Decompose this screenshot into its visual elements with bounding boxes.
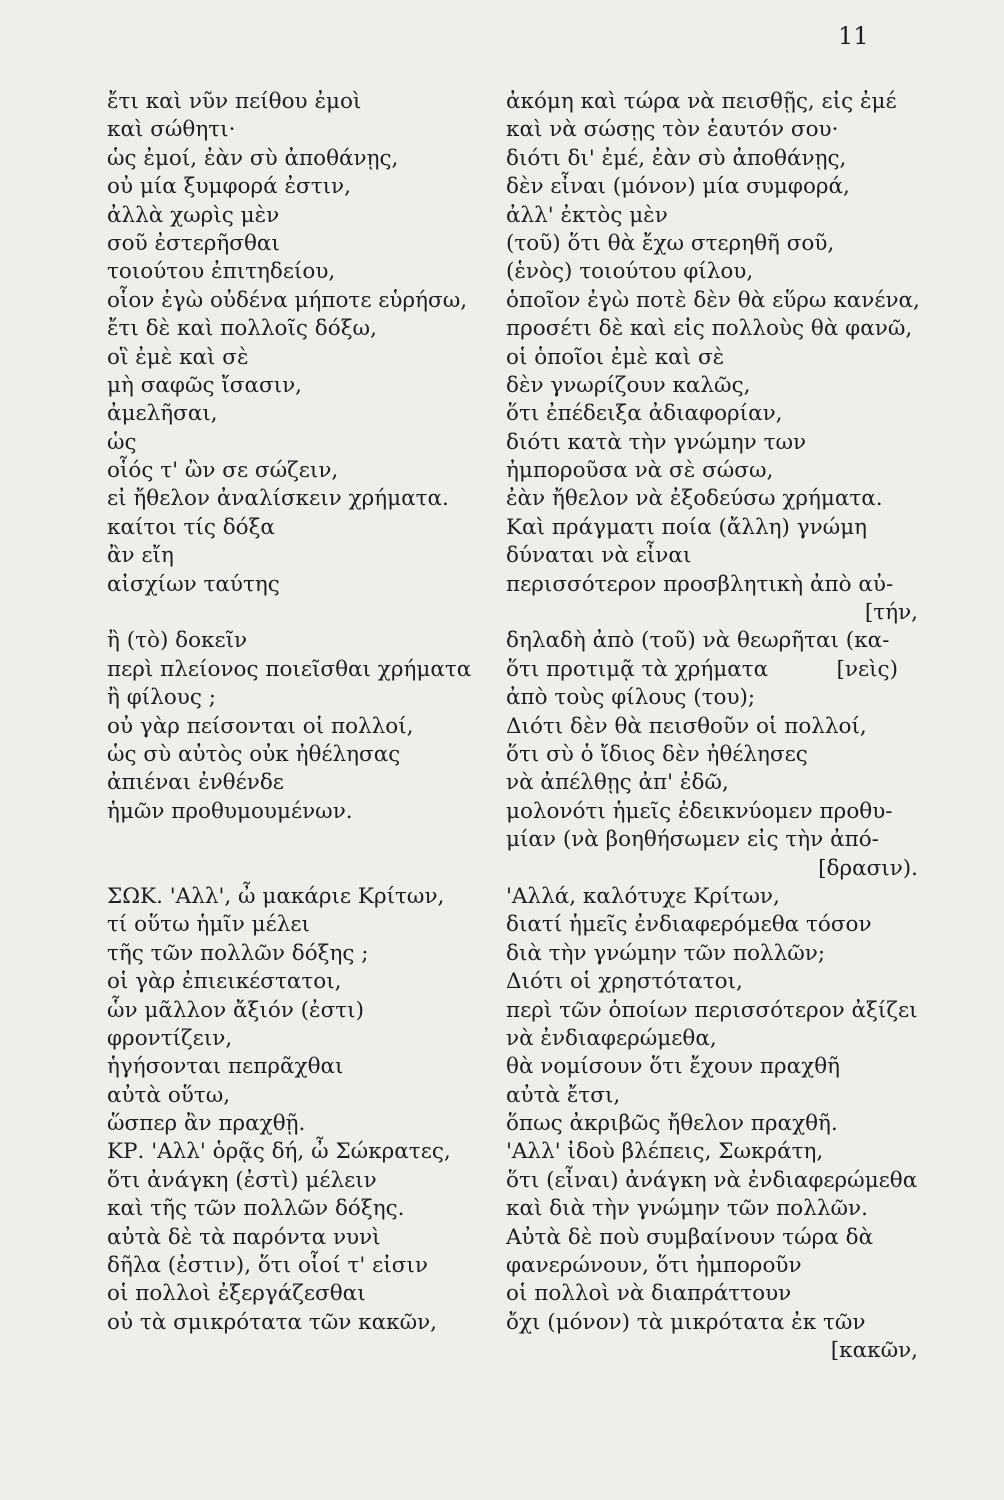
- text-line: καίτοι τίς δόξα: [107, 514, 275, 540]
- text-line: (τοῦ) ὅτι θὰ ἔχω στερηθῆ σοῦ,: [506, 230, 835, 256]
- text-line: οἷός τ' ὢν σε σώζειν,: [107, 458, 339, 484]
- text-line: καὶ νὰ σώσῃς τὸν ἑαυτόν σου·: [506, 117, 839, 143]
- text-line: οὐ γὰρ πείσονται οἱ πολλοί,: [107, 713, 414, 739]
- text-line: δῆλα (ἐστιν), ὅτι οἷοί τ' εἰσιν: [107, 1253, 428, 1279]
- text-line: ἡμῶν προθυμουμένων.: [107, 798, 353, 824]
- ancient-greek-column: [107, 88, 502, 1337]
- text-line: Αὐτὰ δὲ ποὺ συμβαίνουν τώρα δὰ: [506, 1224, 874, 1250]
- text-line: καὶ διὰ τὴν γνώμην τῶν πολλῶν.: [506, 1196, 868, 1222]
- text-line: τῆς τῶν πολλῶν δόξης ;: [107, 940, 369, 966]
- text-line: ὄχι (μόνον) τὰ μικρότατα ἐκ τῶν: [506, 1309, 866, 1335]
- text-line: οἳ ἐμὲ καὶ σὲ: [107, 344, 249, 370]
- text-line: καὶ τῆς τῶν πολλῶν δόξης.: [107, 1196, 405, 1222]
- text-line: ἂν εἴη: [107, 543, 174, 569]
- text-line: [107, 855, 502, 883]
- text-line: ὅτι (εἶναι) ἀνάγκη νὰ ἐνδιαφερώμεθα: [506, 1167, 918, 1193]
- text-line: αἰσχίων ταύτης: [107, 571, 280, 597]
- text-line: περὶ τῶν ὁποίων περισσότερον ἀξίζει: [506, 997, 918, 1023]
- text-line: περισσότερον προσβλητικὴ ἀπὸ αὐ-: [506, 571, 894, 597]
- text-line: προσέτι δὲ καὶ εἰς πολλοὺς θὰ φανῶ,: [506, 316, 913, 342]
- text-line: 'Αλλά, καλότυχε Κρίτων,: [506, 883, 780, 909]
- text-line: [τήν,: [864, 600, 918, 626]
- text-line: (ἑνὸς) τοιούτου φίλου,: [506, 259, 754, 285]
- text-line: αὐτὰ ἔτσι,: [506, 1082, 621, 1108]
- text-line: ὡς ἐμοί, ἐὰν σὺ ἀποθάνῃς,: [107, 145, 399, 171]
- text-line: ὥσπερ ἂν πραχθῇ.: [107, 1111, 306, 1137]
- text-line: ὅτι προτιμᾷ τὰ χρήματα [νεὶς): [506, 656, 898, 682]
- text-line: ὅτι ἐπέδειξα ἀδιαφορίαν,: [506, 401, 783, 427]
- text-line: ὅτι σὺ ὁ ἴδιος δὲν ἠθέλησες: [506, 741, 808, 767]
- text-line: ἀμελῆσαι,: [107, 401, 218, 427]
- text-line: ἐὰν ἤθελον νὰ ἐξοδεύσω χρήματα.: [506, 486, 883, 512]
- text-line: [δρασιν).: [818, 855, 918, 881]
- text-line: θὰ νομίσουν ὅτι ἔχουν πραχθῆ: [506, 1054, 841, 1080]
- text-line: ἀλλ' ἐκτὸς μὲν: [506, 202, 668, 228]
- text-line: εἰ ἤθελον ἀναλίσκειν χρήματα.: [107, 486, 449, 512]
- text-line: περὶ πλείονος ποιεῖσθαι χρήματα: [107, 656, 472, 682]
- text-line: μὴ σαφῶς ἴσασιν,: [107, 372, 302, 398]
- text-line: τοιούτου ἐπιτηδείου,: [107, 259, 336, 285]
- text-line: αὐτὰ δὲ τὰ παρόντα νυνὶ: [107, 1224, 381, 1250]
- text-line: [κακῶν,: [830, 1338, 918, 1364]
- text-line: δὲν γνωρίζουν καλῶς,: [506, 372, 751, 398]
- text-line: ὁποῖον ἐγὼ ποτὲ δὲν θὰ εὕρω κανένα,: [506, 287, 920, 313]
- text-line: δύναται νὰ εἶναι: [506, 543, 692, 569]
- text-line: ΚΡ. 'Αλλ' ὁρᾷς δή, ὦ Σώκρατες,: [107, 1139, 451, 1165]
- text-line: οἱ πολλοὶ νὰ διαπράττουν: [506, 1281, 792, 1307]
- text-line: οὐ μία ξυμφορά ἐστιν,: [107, 174, 351, 200]
- text-line: τί οὕτω ἡμῖν μέλει: [107, 912, 310, 938]
- text-line: [107, 599, 502, 627]
- text-line: ἀκόμη καὶ τώρα νὰ πεισθῇς, εἰς ἐμέ: [506, 89, 897, 114]
- text-line: ἢ (τὸ) δοκεῖν: [107, 628, 248, 654]
- text-line: διατί ἡμεῖς ἐνδιαφερόμεθα τόσον: [506, 912, 872, 938]
- text-line: ἠμποροῦσα νὰ σὲ σώσω,: [506, 458, 774, 484]
- text-line: διότι κατὰ τὴν γνώμην των: [506, 429, 807, 455]
- text-line: δηλαδὴ ἀπὸ (τοῦ) νὰ θεωρῆται (κα-: [506, 628, 890, 654]
- text-line: αὐτὰ οὕτω,: [107, 1082, 231, 1108]
- text-line: ὡς: [107, 429, 137, 455]
- text-line: καὶ σώθητι·: [107, 117, 236, 143]
- text-line: οἷον ἐγὼ οὐδένα μήποτε εὑρήσω,: [107, 287, 468, 313]
- text-line: μολονότι ἡμεῖς ἐδεικνύομεν προθυ-: [506, 798, 893, 824]
- text-line: Διότι οἱ χρηστότατοι,: [506, 969, 743, 995]
- text-line: ἢ φίλους ;: [107, 685, 216, 711]
- text-line: οἱ πολλοὶ ἐξεργάζεσθαι: [107, 1281, 366, 1307]
- text-line: ὧν μᾶλλον ἄξιόν (ἐστι): [107, 997, 364, 1023]
- text-line: φροντίζειν,: [107, 1025, 233, 1051]
- text-line: ὡς σὺ αὐτὸς οὐκ ἠθέλησας: [107, 741, 401, 767]
- text-line: φανερώνουν, ὅτι ἠμποροῦν: [506, 1253, 802, 1279]
- text-line: σοῦ ἐστερῆσθαι: [107, 230, 280, 256]
- text-line: ἡγήσονται πεπρᾶχθαι: [107, 1054, 344, 1080]
- text-line: ἔτι δὲ καὶ πολλοῖς δόξω,: [107, 316, 377, 342]
- text-line: οὐ τὰ σμικρότατα τῶν κακῶν,: [107, 1309, 438, 1335]
- text-line: νὰ ἐνδιαφερώμεθα,: [506, 1025, 717, 1051]
- text-line: ΣΩΚ. 'Αλλ', ὦ μακάριε Κρίτων,: [107, 883, 445, 909]
- text-line: ὅτι ἀνάγκη (ἐστὶ) μέλειν: [107, 1167, 377, 1193]
- text-line: οἱ ὁποῖοι ἐμὲ καὶ σὲ: [506, 344, 725, 370]
- text-line: ὅπως ἀκριβῶς ἤθελον πραχθῆ.: [506, 1111, 838, 1137]
- modern-greek-translation-column: [506, 88, 918, 1366]
- text-line: οἱ γὰρ ἐπιεικέστατοι,: [107, 969, 342, 995]
- text-line: δὲν εἶναι (μόνον) μία συμφορά,: [506, 174, 850, 200]
- text-line: Διότι δὲν θὰ πεισθοῦν οἱ πολλοί,: [506, 713, 867, 739]
- text-line: μίαν (νὰ βοηθήσωμεν εἰς τὴν ἀπό-: [506, 827, 879, 853]
- text-line: ἀλλὰ χωρὶς μὲν: [107, 202, 280, 228]
- text-line: [107, 826, 502, 854]
- text-line: ἀπιέναι ἐνθένδε: [107, 770, 284, 796]
- text-line: διὰ τὴν γνώμην τῶν πολλῶν;: [506, 940, 826, 966]
- text-line: νὰ ἀπέλθῃς ἀπ' ἐδῶ,: [506, 770, 729, 796]
- text-line: ἀπὸ τοὺς φίλους (του);: [506, 685, 756, 711]
- text-line: Καὶ πράγματι ποία (ἄλλη) γνώμη: [506, 514, 868, 540]
- page-number: 11: [838, 22, 869, 50]
- text-line: ἔτι καὶ νῦν πείθου ἐμοὶ: [107, 89, 362, 114]
- text-line: διότι δι' ἐμέ, ἐὰν σὺ ἀποθάνῃς,: [506, 145, 847, 171]
- text-line: 'Αλλ' ἰδοὺ βλέπεις, Σωκράτη,: [506, 1139, 824, 1165]
